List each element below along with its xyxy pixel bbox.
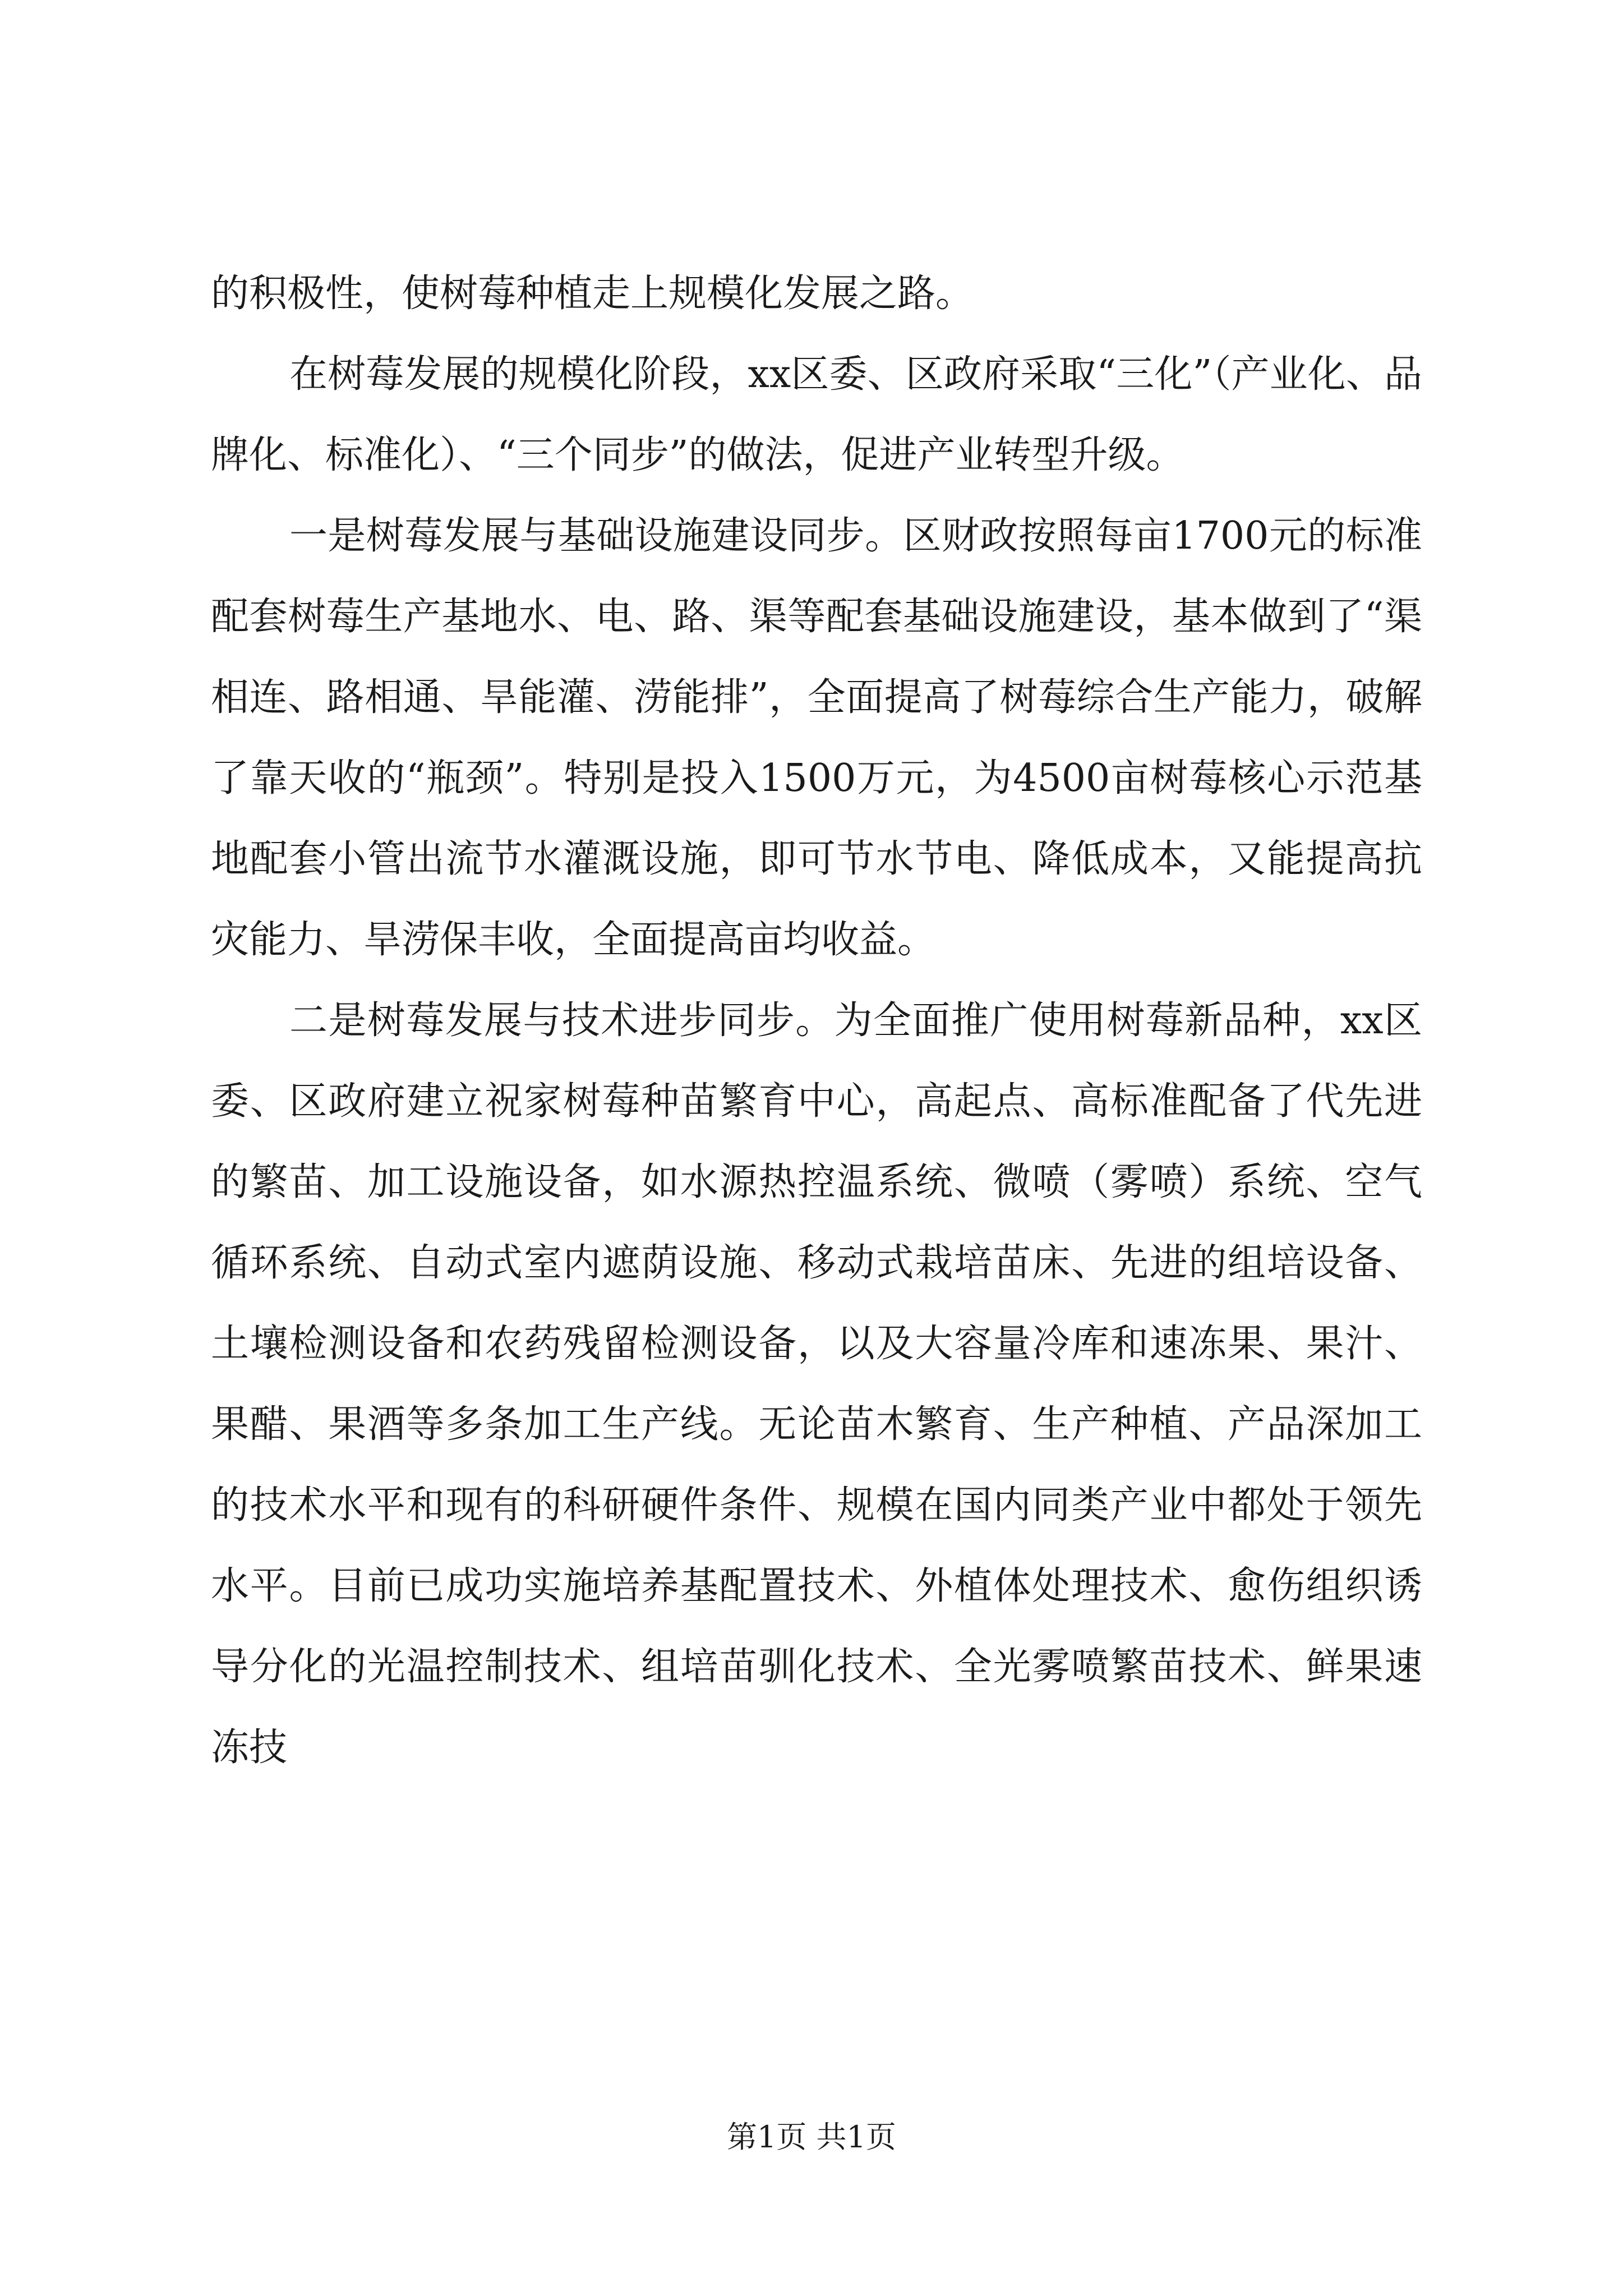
page-footer: 第1页 共1页 [727,2119,896,2155]
paragraph-technology: 二是树莓发展与技术进步同步。为全面推广使用树莓新品种，xx区委、区政府建立祝家树莓种苗繁育中心，高起点、高标准配备了代先进的繁苗、加工设施设备，如水源热控温系统、微喷（雾喷）系统、空气循环系统、自动式室内遮荫设施、移动式栽培苗床、先进的组培设备、土壤检测设备和农药残留检测设备，以及大容量冷库和速冻果、果汁、果醋、果酒等多条加工生产线。无论苗木繁育、生产种植、产品深加工的技术水平和现有的科研硬件条件、规模在国内同类产业中都处于领先水平。目前已成功实施培养基配置技术、外植体处理技术、愈伤组织诱导分化的光温控制技术、组培苗驯化技术、全光雾喷繁苗技术、鲜果速冻技 [211,999,1422,1770]
paragraph-scale-stage: 在树莓发展的规模化阶段，xx区委、区政府采取“三化”（产业化、品牌化、标准化）、“三个同步”的做法，促进产业转型升级。 [211,352,1422,477]
paragraph-infrastructure: 一是树莓发展与基础设施建设同步。区财政按照每亩1700元的标准配套树莓生产基地水、电、路、渠等配套基础设施建设，基本做到了“渠相连、路相通、旱能灌、涝能排”，全面提高了树莓综合生产能力，破解了靠天收的“瓶颈”。特别是投入1500万元，为4500亩树莓核心示范基地配套小管出流节水灌溉设施，即可节水节电、降低成本，又能提高抗灾能力、旱涝保丰收，全面提高亩均收益。 [211,514,1422,962]
document-body [211,254,1422,1788]
paragraph-continuation: 的积极性，使树莓种植走上规模化发展之路。 [211,272,974,316]
